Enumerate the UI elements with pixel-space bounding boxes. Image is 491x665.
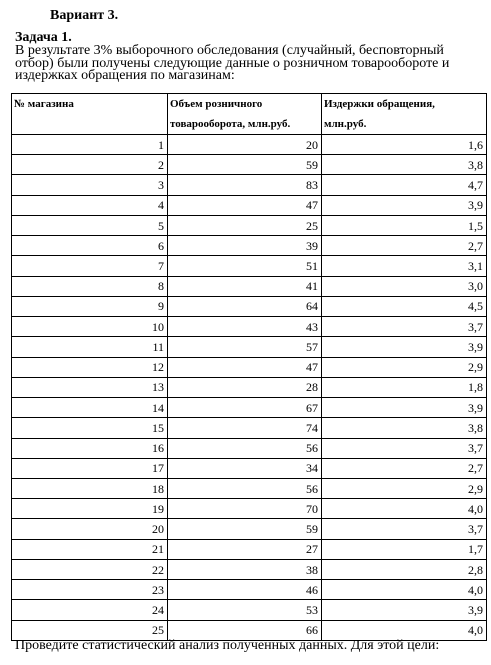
cell-shop-number: 21 [12,539,168,559]
shops-data-table [11,93,487,641]
cell-shop-number: 23 [12,580,168,600]
cell-costs: 1,6 [322,135,487,155]
cell-shop-number: 1 [12,135,168,155]
cell-costs: 2,8 [322,559,487,579]
table-row [12,337,487,357]
cell-costs: 4,5 [322,296,487,316]
cell-turnover: 20 [168,135,322,155]
table-row [12,175,487,195]
cell-shop-number: 24 [12,600,168,620]
cell-shop-number: 25 [12,620,168,640]
cell-turnover: 46 [168,580,322,600]
cell-costs: 3,7 [322,317,487,337]
cell-shop-number: 11 [12,337,168,357]
cell-costs: 2,9 [322,357,487,377]
cell-turnover: 66 [168,620,322,640]
cell-costs: 1,7 [322,539,487,559]
cell-costs: 3,7 [322,438,487,458]
table-row [12,357,487,377]
cell-shop-number: 7 [12,256,168,276]
header-costs-line1: Издержки обращения, [324,98,435,110]
cell-turnover: 47 [168,357,322,377]
cell-costs: 3,7 [322,519,487,539]
cell-turnover: 64 [168,296,322,316]
table-row [12,418,487,438]
cell-turnover: 34 [168,458,322,478]
cell-turnover: 41 [168,276,322,296]
table-row [12,580,487,600]
cell-turnover: 43 [168,317,322,337]
cell-turnover: 25 [168,215,322,235]
table-row [12,398,487,418]
cell-shop-number: 6 [12,236,168,256]
cell-turnover: 38 [168,559,322,579]
table-body [12,135,487,641]
cell-costs: 2,7 [322,458,487,478]
cell-costs: 3,0 [322,276,487,296]
table-row [12,236,487,256]
task-intro-text: В результате 3% выборочного обследования (случайный, бесповторный отбор) были получены следующие данные о розничном товарообороте и издержках обращения по магазинам: [15,43,450,83]
table-row [12,539,487,559]
cell-costs: 1,5 [322,215,487,235]
cell-turnover: 56 [168,478,322,498]
cell-costs: 4,0 [322,580,487,600]
cell-shop-number: 19 [12,499,168,519]
cell-shop-number: 16 [12,438,168,458]
footer-instruction: Проведите статистический анализ полученных данных. Для этой цели: [15,638,440,653]
table-row [12,559,487,579]
table-row [12,195,487,215]
table-row [12,519,487,539]
cell-turnover: 83 [168,175,322,195]
cell-shop-number: 4 [12,195,168,215]
header-shop-number-label: № магазина [14,98,74,110]
table-row [12,377,487,397]
cell-costs: 2,9 [322,478,487,498]
cell-shop-number: 13 [12,377,168,397]
cell-costs: 4,0 [322,620,487,640]
cell-costs: 2,7 [322,236,487,256]
cell-turnover: 28 [168,377,322,397]
cell-shop-number: 18 [12,478,168,498]
cell-costs: 3,8 [322,418,487,438]
cell-shop-number: 20 [12,519,168,539]
cell-shop-number: 8 [12,276,168,296]
cell-turnover: 70 [168,499,322,519]
cell-costs: 4,0 [322,499,487,519]
table-row [12,256,487,276]
table-row [12,215,487,235]
cell-turnover: 53 [168,600,322,620]
table-header-row [12,94,487,135]
cell-turnover: 51 [168,256,322,276]
cell-costs: 3,9 [322,337,487,357]
cell-turnover: 47 [168,195,322,215]
cell-costs: 3,9 [322,398,487,418]
cell-costs: 1,8 [322,377,487,397]
cell-shop-number: 12 [12,357,168,377]
cell-turnover: 74 [168,418,322,438]
cell-turnover: 39 [168,236,322,256]
cell-shop-number: 14 [12,398,168,418]
table-row [12,296,487,316]
header-shop-number [12,94,168,135]
header-costs-line2: млн.руб. [324,118,367,130]
cell-costs: 3,1 [322,256,487,276]
header-turnover-line1: Объем розничного [170,98,263,110]
table-row [12,478,487,498]
cell-shop-number: 17 [12,458,168,478]
table-row [12,458,487,478]
cell-turnover: 27 [168,539,322,559]
table-row [12,499,487,519]
cell-shop-number: 15 [12,418,168,438]
table-row [12,155,487,175]
cell-turnover: 59 [168,519,322,539]
table-row [12,135,487,155]
cell-shop-number: 3 [12,175,168,195]
task-title: Задача 1. [15,30,72,45]
cell-shop-number: 10 [12,317,168,337]
cell-costs: 3,8 [322,155,487,175]
cell-costs: 3,9 [322,600,487,620]
cell-costs: 3,9 [322,195,487,215]
cell-turnover: 67 [168,398,322,418]
cell-turnover: 57 [168,337,322,357]
header-turnover [168,94,322,135]
cell-turnover: 56 [168,438,322,458]
table-row [12,276,487,296]
table-row [12,317,487,337]
table-row [12,438,487,458]
variant-heading: Вариант 3. [50,8,119,23]
table-row [12,600,487,620]
header-costs [322,94,487,135]
cell-shop-number: 5 [12,215,168,235]
header-turnover-line2: товарооборота, млн.руб. [170,118,291,130]
cell-costs: 4,7 [322,175,487,195]
cell-turnover: 59 [168,155,322,175]
cell-shop-number: 2 [12,155,168,175]
cell-shop-number: 22 [12,559,168,579]
cell-shop-number: 9 [12,296,168,316]
